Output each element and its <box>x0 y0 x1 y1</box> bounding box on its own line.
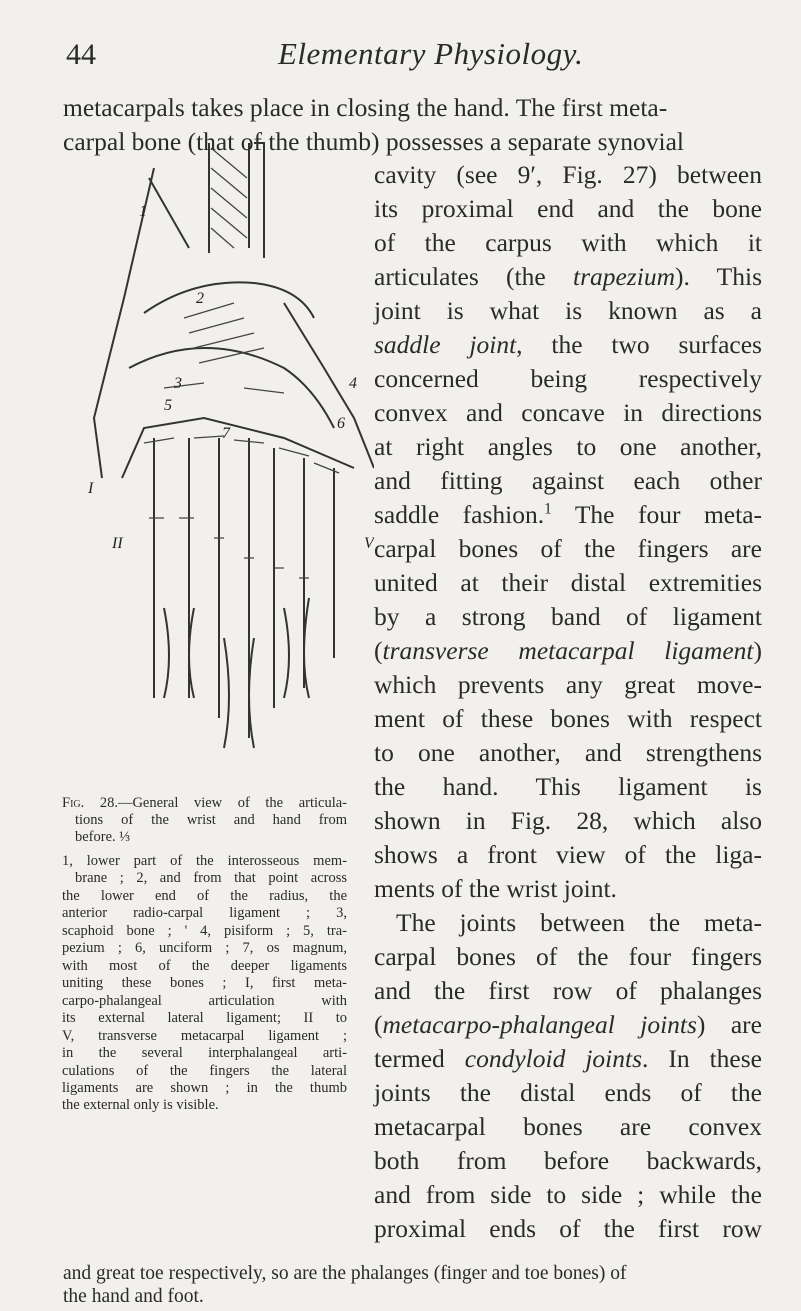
figure-label: 2 <box>196 290 204 307</box>
figure-label: 5 <box>164 397 172 414</box>
caption-line: the lower end of the radius, the <box>62 888 347 904</box>
body-line: The joints between the meta- <box>396 908 762 937</box>
body-line: shown in Fig. 28, which also <box>374 806 762 835</box>
body-line: proximal ends of the first row <box>374 1214 762 1243</box>
body-line: metacarpal bones are convex <box>374 1112 762 1141</box>
caption-line: anterior radio-carpal ligament ; 3, <box>62 905 347 921</box>
body-line: carpal bone (that of the thumb) possesses a separate synovial <box>63 127 685 156</box>
figure-label: II <box>112 535 123 552</box>
body-line: cavity (see 9′, Fig. 27) between <box>374 160 762 189</box>
body-line <box>374 262 762 292</box>
hand-ligament-illustration <box>84 138 374 778</box>
text-run: ) are <box>696 1010 762 1039</box>
text-run: The four meta- <box>551 500 763 529</box>
body-line: concerned being respectively <box>374 364 762 393</box>
body-line: joint is what is known as a <box>374 296 762 325</box>
body-line: joints the distal ends of the <box>374 1078 762 1107</box>
caption-line: 1, lower part of the interosseous mem- <box>62 853 347 869</box>
body-line: and fitting against each other <box>374 466 762 495</box>
body-line: united at their distal extremities <box>374 568 762 597</box>
caption-line: V, transverse metacarpal ligament ; <box>62 1028 347 1044</box>
body-line: its proximal end and the bone <box>374 194 762 223</box>
italic-term: condyloid joints <box>464 1044 643 1073</box>
figure-label: 3 <box>174 375 182 392</box>
text-run: ) <box>753 636 762 665</box>
figure-label: 6 <box>337 415 345 432</box>
body-line: and great toe respectively, so are the phalanges (finger and toe bones) of <box>63 1263 627 1284</box>
italic-term: transverse metacarpal ligament <box>382 636 754 665</box>
body-line: ments of the wrist joint. <box>374 874 617 903</box>
caption-line: brane ; 2, and from that point across <box>75 870 347 886</box>
body-line <box>374 1010 762 1040</box>
text-run: ). This <box>674 262 763 291</box>
hand-ligaments-drawing <box>84 138 374 778</box>
body-line <box>374 500 762 530</box>
body-line: the hand and foot. <box>63 1286 204 1307</box>
italic-term: metacarpo-phalangeal joints <box>382 1010 697 1039</box>
italic-term: saddle joint <box>374 330 517 359</box>
caption-line: uniting these bones ; I, first meta- <box>62 975 347 991</box>
running-head <box>60 38 760 78</box>
caption-line: the external only is visible. <box>62 1097 219 1113</box>
body-line: carpal bones of the four fingers <box>374 942 762 971</box>
caption-line: with most of the deeper ligaments <box>62 958 347 974</box>
body-line: metacarpals takes place in closing the hand. The first meta- <box>63 93 668 122</box>
text-run: , the two surfaces <box>516 330 762 359</box>
text-run: termed <box>374 1044 465 1073</box>
italic-term: trapezium <box>572 262 675 291</box>
body-line: at right angles to one another, <box>374 432 762 461</box>
running-title: Elementary Physiology. <box>278 36 584 71</box>
body-line: to one another, and strengthens <box>374 738 762 767</box>
caption-line: culations of the fingers the lateral <box>62 1063 347 1079</box>
caption-line: carpo-phalangeal articulation with <box>62 993 347 1009</box>
caption-line: pezium ; 6, unciform ; 7, os magnum, <box>62 940 347 956</box>
caption-line: its external lateral ligament; II to <box>62 1010 347 1026</box>
text-run: Fig. <box>62 795 85 811</box>
caption-line: ligaments are shown ; in the thumb <box>62 1080 347 1096</box>
footnote-marker: 1 <box>544 500 552 518</box>
body-line <box>374 330 762 360</box>
caption-line: before. ⅓ <box>75 829 131 845</box>
text-run: saddle fashion. <box>374 500 545 529</box>
text-run: ( <box>374 636 383 665</box>
body-line: and from side to side ; while the <box>374 1180 762 1209</box>
caption-line: tions of the wrist and hand from <box>75 812 347 828</box>
body-line: carpal bones of the fingers are <box>374 534 762 563</box>
body-line: the hand. This ligament is <box>374 772 762 801</box>
body-line: convex and concave in directions <box>374 398 762 427</box>
caption-line: in the several interphalangeal arti- <box>62 1045 347 1061</box>
body-line: of the carpus with which it <box>374 228 762 257</box>
text-run: 28.—General view of the articula- <box>84 795 347 811</box>
figure-label: 4 <box>349 375 357 392</box>
figure-label: 1 <box>139 203 147 220</box>
body-line <box>374 1044 762 1074</box>
body-line: both from before backwards, <box>374 1146 762 1175</box>
figure-label: I <box>88 480 94 497</box>
body-line: and the first row of phalanges <box>374 976 762 1005</box>
caption-line <box>62 795 347 812</box>
body-line: by a strong band of ligament <box>374 602 762 631</box>
body-line: ment of these bones with respect <box>374 704 762 733</box>
body-line <box>374 636 762 666</box>
caption-line: scaphoid bone ; ' 4, pisiform ; 5, tra- <box>62 923 347 939</box>
page-number: 44 <box>66 38 96 71</box>
body-line: which prevents any great move- <box>374 670 762 699</box>
body-line: shows a front view of the liga- <box>374 840 762 869</box>
text-run: ( <box>374 1010 383 1039</box>
text-run: . In these <box>642 1044 762 1073</box>
figure-label: 7 <box>222 425 230 442</box>
figure-label: V <box>364 535 374 552</box>
text-run: articulates (the <box>374 262 573 291</box>
